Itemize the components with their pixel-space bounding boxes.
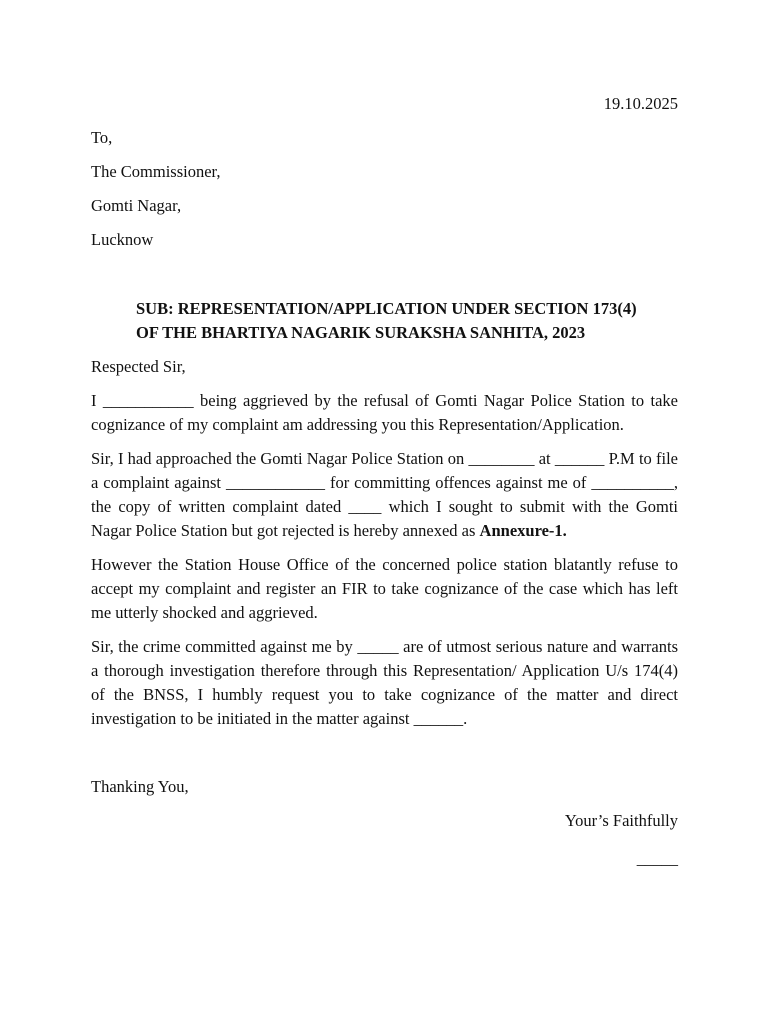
valediction: Your’s Faithfully	[564, 811, 678, 830]
subject-heading	[136, 297, 681, 345]
subject-line-2: OF THE BHARTIYA NAGARIK SURAKSHA SANHITA, 2023	[136, 323, 586, 342]
annexure-label: Annexure-1.	[479, 521, 567, 540]
letter-date: 19.10.2025	[603, 94, 678, 113]
paragraph-3: However the Station House Office of the concerned police station blatantly refuse to accept my complaint and register an FIR to take cognizance of the case which has left me utterly shocked and aggrieved.	[91, 555, 678, 622]
paragraph-1: I ___________ being aggrieved by the refusal of Gomti Nagar Police Station to take cognizance of my complaint am addressing you this Representation/Application.	[91, 391, 678, 434]
letter-page	[91, 93, 678, 871]
salutation: Respected Sir,	[91, 357, 186, 376]
address-area: Gomti Nagar,	[91, 196, 182, 215]
address-to: To,	[91, 128, 113, 147]
subject-line-1: SUB: REPRESENTATION/APPLICATION UNDER SECTION 173(4)	[136, 299, 637, 318]
address-city: Lucknow	[91, 230, 154, 249]
paragraph-2	[91, 447, 678, 543]
paragraph-4: Sir, the crime committed against me by _____ are of utmost serious nature and warrants a thorough investigation therefore through this Representation/ Application U/s 174(4) of the BNSS, I humbly request you to take cognizance of the matter and direct investigation to be initiated in the matter against ______.	[91, 637, 678, 728]
signature-blank: _____	[636, 849, 678, 868]
address-recipient: The Commissioner,	[91, 162, 221, 181]
paragraph-2-text: Sir, I had approached the Gomti Nagar Police Station on ________ at ______ P.M to file a complaint against ____________ for committing offences against me of __________, the copy of written complaint dated ____ which I sought to submit with the Gomti Nagar Police Station but got rejected is hereby annexed as	[91, 449, 678, 540]
closing-line: Thanking You,	[91, 777, 189, 796]
